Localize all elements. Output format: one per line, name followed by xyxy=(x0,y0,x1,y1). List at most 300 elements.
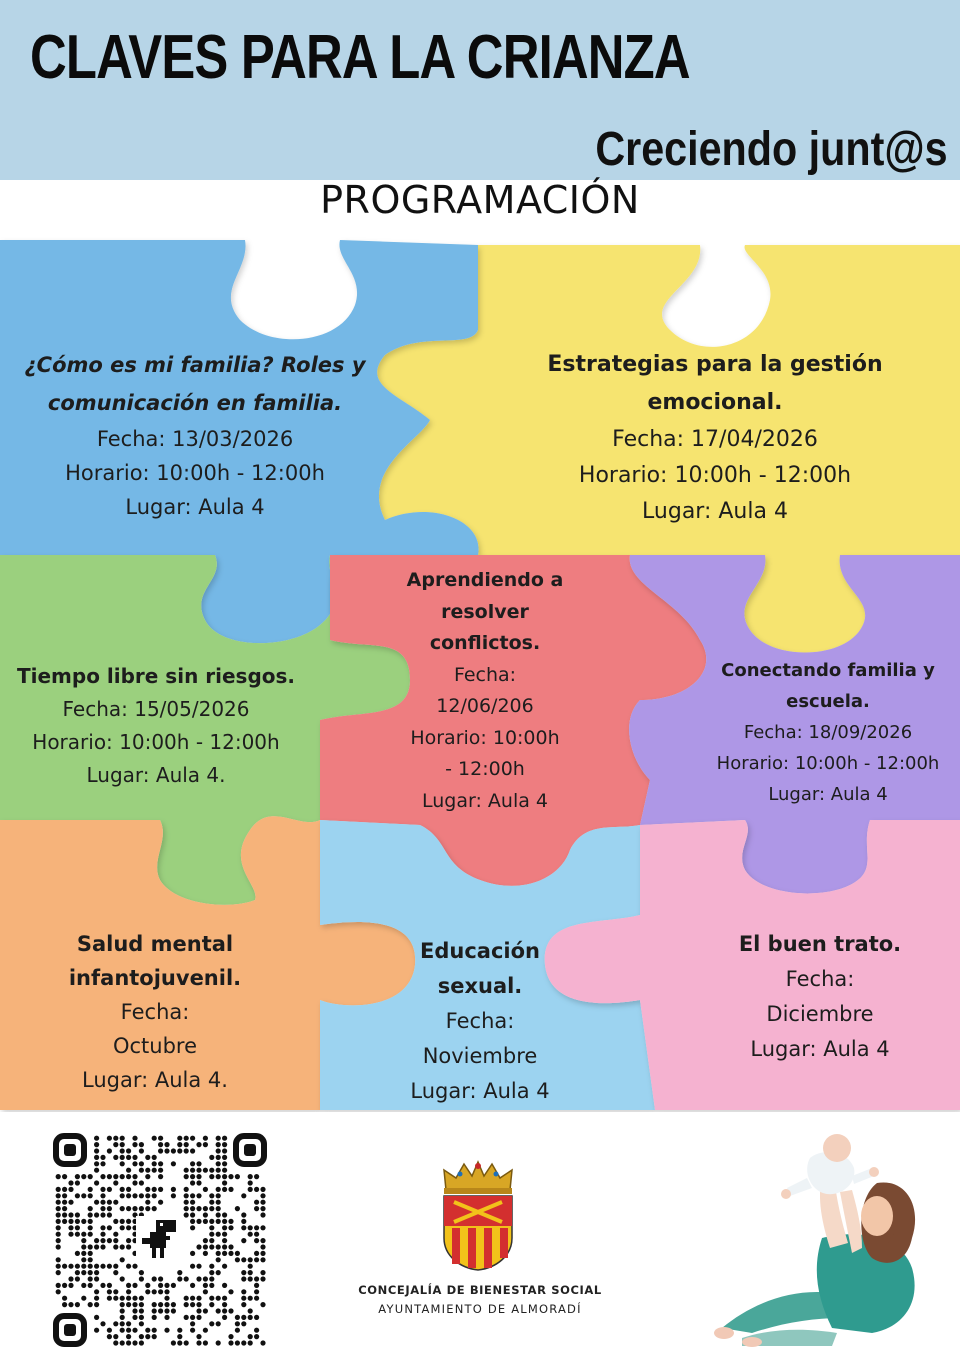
qr-module xyxy=(260,1276,265,1281)
qr-module xyxy=(222,1244,227,1249)
qr-module xyxy=(203,1168,208,1173)
qr-module xyxy=(120,1308,125,1313)
qr-module xyxy=(126,1168,131,1173)
qr-module xyxy=(107,1334,112,1339)
qr-module xyxy=(75,1180,80,1185)
qr-module xyxy=(216,1321,221,1326)
qr-module xyxy=(68,1302,73,1307)
qr-module xyxy=(152,1334,157,1339)
qr-module xyxy=(113,1296,118,1301)
qr-module xyxy=(254,1232,259,1237)
qr-module xyxy=(88,1283,93,1288)
qr-module xyxy=(94,1244,99,1249)
qr-module xyxy=(145,1168,150,1173)
qr-module xyxy=(120,1321,125,1326)
qr-module xyxy=(126,1206,131,1211)
qr-module xyxy=(126,1302,131,1307)
qr-module xyxy=(68,1212,73,1217)
qr-module xyxy=(260,1225,265,1230)
session-date-label: Fecha: xyxy=(785,967,855,991)
qr-module xyxy=(120,1155,125,1160)
qr-module xyxy=(152,1136,157,1141)
qr-module xyxy=(228,1225,233,1230)
qr-module xyxy=(113,1232,118,1237)
qr-module xyxy=(177,1142,182,1147)
qr-module xyxy=(68,1264,73,1269)
qr-module xyxy=(81,1244,86,1249)
qr-module xyxy=(254,1174,259,1179)
qr-module xyxy=(139,1334,144,1339)
qr-module xyxy=(94,1296,99,1301)
qr-module xyxy=(139,1315,144,1320)
qr-module xyxy=(88,1232,93,1237)
session-title: Estrategias para la gestión emocional. xyxy=(547,352,883,415)
qr-module xyxy=(241,1315,246,1320)
qr-module xyxy=(113,1334,118,1339)
qr-module xyxy=(248,1270,253,1275)
qr-module xyxy=(56,1174,61,1179)
qr-module xyxy=(75,1193,80,1198)
qr-module xyxy=(152,1308,157,1313)
qr-module xyxy=(145,1283,150,1288)
qr-module xyxy=(88,1251,93,1256)
qr-module xyxy=(209,1193,214,1198)
qr-module xyxy=(209,1244,214,1249)
qr-module xyxy=(184,1276,189,1281)
qr-module xyxy=(248,1296,253,1301)
qr-module xyxy=(139,1168,144,1173)
qr-module xyxy=(94,1200,99,1205)
qr-module xyxy=(190,1174,195,1179)
qr-module xyxy=(190,1180,195,1185)
qr-module xyxy=(139,1161,144,1166)
qr-module xyxy=(88,1257,93,1262)
qr-module xyxy=(241,1257,246,1262)
qr-module xyxy=(88,1302,93,1307)
organization-name: CONCEJALÍA DE BIENESTAR SOCIAL xyxy=(358,1283,602,1297)
qr-module xyxy=(139,1276,144,1281)
session-place: Lugar: Aula 4 xyxy=(410,1079,550,1103)
qr-module xyxy=(107,1200,112,1205)
qr-module xyxy=(196,1142,201,1147)
qr-module xyxy=(94,1142,99,1147)
qr-module xyxy=(126,1238,131,1243)
qr-module xyxy=(62,1264,67,1269)
session-time: Horario: 10:00h - 12:00h xyxy=(716,753,940,774)
qr-module xyxy=(248,1180,253,1185)
qr-module xyxy=(139,1148,144,1153)
qr-module xyxy=(126,1244,131,1249)
qr-module xyxy=(107,1148,112,1153)
qr-module xyxy=(228,1251,233,1256)
qr-module xyxy=(100,1283,105,1288)
qr-module xyxy=(203,1206,208,1211)
qr-module xyxy=(100,1321,105,1326)
qr-module xyxy=(62,1219,67,1224)
qr-module xyxy=(241,1270,246,1275)
qr-module xyxy=(203,1251,208,1256)
qr-module xyxy=(62,1283,67,1288)
qr-module xyxy=(113,1219,118,1224)
qr-module xyxy=(62,1174,67,1179)
qr-module xyxy=(107,1283,112,1288)
qr-module xyxy=(209,1270,214,1275)
qr-module xyxy=(248,1276,253,1281)
session-time: Horario: 10:00h - 12:00h xyxy=(578,463,852,488)
session-place: Lugar: Aula 4 xyxy=(750,1037,890,1061)
qr-module xyxy=(88,1174,93,1179)
session-title: Educación sexual. xyxy=(420,939,540,998)
qr-module xyxy=(152,1168,157,1173)
qr-module xyxy=(248,1340,253,1345)
session-date-label: Fecha: xyxy=(445,1009,515,1033)
qr-module xyxy=(260,1206,265,1211)
qr-module xyxy=(216,1296,221,1301)
coat-of-arms-icon xyxy=(438,1160,518,1272)
main-title: CLAVES PARA LA CRIANZA xyxy=(30,23,690,92)
qr-module xyxy=(190,1321,195,1326)
qr-module xyxy=(145,1200,150,1205)
qr-module xyxy=(171,1148,176,1153)
qr-module xyxy=(190,1264,195,1269)
qr-module xyxy=(260,1238,265,1243)
qr-module xyxy=(216,1219,221,1224)
qr-module xyxy=(132,1264,137,1269)
qr-module xyxy=(56,1200,61,1205)
qr-module xyxy=(120,1328,125,1333)
qr-module xyxy=(75,1174,80,1179)
qr-module xyxy=(158,1289,163,1294)
qr-module xyxy=(62,1187,67,1192)
qr-module xyxy=(222,1155,227,1160)
qr-module xyxy=(190,1206,195,1211)
qr-module xyxy=(88,1219,93,1224)
qr-module xyxy=(184,1212,189,1217)
qr-module xyxy=(120,1148,125,1153)
qr-module xyxy=(216,1187,221,1192)
section-title: PROGRAMACIÓN xyxy=(320,178,640,222)
qr-module xyxy=(139,1321,144,1326)
qr-module xyxy=(100,1200,105,1205)
qr-module xyxy=(203,1289,208,1294)
qr-module xyxy=(145,1187,150,1192)
qr-module xyxy=(216,1340,221,1345)
qr-module xyxy=(248,1232,253,1237)
qr-module xyxy=(177,1276,182,1281)
qr-module xyxy=(113,1180,118,1185)
qr-module xyxy=(100,1212,105,1217)
qr-module xyxy=(113,1142,118,1147)
qr-module xyxy=(107,1212,112,1217)
qr-module xyxy=(132,1142,137,1147)
qr-module xyxy=(177,1148,182,1153)
qr-module xyxy=(158,1302,163,1307)
qr-module xyxy=(190,1296,195,1301)
qr-module xyxy=(94,1328,99,1333)
qr-module xyxy=(196,1174,201,1179)
qr-module xyxy=(81,1257,86,1262)
qr-module xyxy=(139,1193,144,1198)
qr-module xyxy=(216,1270,221,1275)
qr-module xyxy=(145,1155,150,1160)
qr-module xyxy=(94,1212,99,1217)
qr-module xyxy=(260,1340,265,1345)
qr-module xyxy=(120,1340,125,1345)
qr-module xyxy=(248,1315,253,1320)
qr-module xyxy=(209,1155,214,1160)
qr-module xyxy=(107,1328,112,1333)
qr-module xyxy=(126,1193,131,1198)
qr-module xyxy=(94,1302,99,1307)
qr-module xyxy=(216,1232,221,1237)
qr-module xyxy=(196,1206,201,1211)
qr-module xyxy=(209,1283,214,1288)
qr-module xyxy=(228,1340,233,1345)
qr-module xyxy=(222,1308,227,1313)
qr-module xyxy=(94,1180,99,1185)
qr-module xyxy=(164,1142,169,1147)
qr-module xyxy=(190,1212,195,1217)
qr-module xyxy=(158,1276,163,1281)
qr-module xyxy=(222,1142,227,1147)
qr-module xyxy=(94,1276,99,1281)
qr-module xyxy=(68,1283,73,1288)
qr-module xyxy=(196,1340,201,1345)
qr-module xyxy=(56,1219,61,1224)
qr-module xyxy=(190,1251,195,1256)
qr-module xyxy=(56,1244,61,1249)
qr-module xyxy=(171,1193,176,1198)
qr-module xyxy=(100,1193,105,1198)
qr-module xyxy=(222,1161,227,1166)
qr-module xyxy=(216,1168,221,1173)
qr-module xyxy=(216,1148,221,1153)
qr-module xyxy=(171,1161,176,1166)
qr-module xyxy=(100,1232,105,1237)
qr-module xyxy=(68,1200,73,1205)
qr-module xyxy=(254,1289,259,1294)
qr-module xyxy=(222,1232,227,1237)
qr-module xyxy=(196,1296,201,1301)
session-date: Noviembre xyxy=(422,1044,538,1068)
qr-module xyxy=(177,1270,182,1275)
qr-module xyxy=(100,1264,105,1269)
qr-module xyxy=(81,1219,86,1224)
qr-module xyxy=(228,1334,233,1339)
qr-module xyxy=(260,1251,265,1256)
qr-module xyxy=(94,1136,99,1141)
qr-module xyxy=(126,1321,131,1326)
qr-module xyxy=(203,1219,208,1224)
qr-module xyxy=(88,1264,93,1269)
qr-module xyxy=(216,1174,221,1179)
qr-module xyxy=(260,1257,265,1262)
qr-module xyxy=(164,1315,169,1320)
qr-module xyxy=(62,1206,67,1211)
qr-module xyxy=(184,1193,189,1198)
qr-module xyxy=(158,1168,163,1173)
qr-module xyxy=(126,1289,131,1294)
qr-module xyxy=(94,1264,99,1269)
qr-module xyxy=(81,1193,86,1198)
session-date-label: Fecha: xyxy=(453,663,517,686)
session-card-6 xyxy=(35,927,275,1097)
qr-module xyxy=(260,1302,265,1307)
session-time: Horario: 10:00h - 12:00h xyxy=(65,461,325,485)
qr-module xyxy=(94,1270,99,1275)
qr-module xyxy=(203,1142,208,1147)
qr-module xyxy=(196,1334,201,1339)
qr-module xyxy=(196,1244,201,1249)
qr-module xyxy=(222,1174,227,1179)
qr-module xyxy=(235,1174,240,1179)
qr-module xyxy=(145,1334,150,1339)
qr-module xyxy=(190,1200,195,1205)
session-date: Octubre xyxy=(112,1034,198,1058)
qr-module xyxy=(56,1225,61,1230)
qr-module xyxy=(132,1308,137,1313)
qr-module xyxy=(152,1315,157,1320)
qr-module xyxy=(88,1276,93,1281)
qr-module xyxy=(107,1136,112,1141)
qr-module xyxy=(235,1251,240,1256)
qr-module xyxy=(260,1244,265,1249)
qr-module xyxy=(152,1328,157,1333)
qr-module xyxy=(152,1206,157,1211)
session-time: Horario: 10:00h - 12:00h xyxy=(32,730,280,754)
qr-module xyxy=(254,1328,259,1333)
qr-module xyxy=(260,1200,265,1205)
qr-module xyxy=(88,1270,93,1275)
qr-module xyxy=(139,1180,144,1185)
qr-module xyxy=(139,1296,144,1301)
qr-module xyxy=(216,1308,221,1313)
qr-module xyxy=(88,1187,93,1192)
qr-module xyxy=(241,1289,246,1294)
qr-module xyxy=(132,1302,137,1307)
qr-module xyxy=(113,1155,118,1160)
session-title: Salud mental infantojuvenil. xyxy=(68,932,242,990)
session-date: Diciembre xyxy=(766,1002,874,1026)
qr-module xyxy=(209,1200,214,1205)
qr-module xyxy=(62,1296,67,1301)
qr-module xyxy=(132,1296,137,1301)
qr-module xyxy=(94,1238,99,1243)
qr-module xyxy=(177,1334,182,1339)
qr-module xyxy=(81,1283,86,1288)
qr-module xyxy=(126,1187,131,1192)
qr-module xyxy=(241,1212,246,1217)
qr-module xyxy=(203,1187,208,1192)
qr-module xyxy=(190,1193,195,1198)
qr-module xyxy=(164,1148,169,1153)
qr-module xyxy=(260,1212,265,1217)
qr-module xyxy=(260,1193,265,1198)
subtitle: Creciendo junt@s xyxy=(595,123,948,176)
qr-module xyxy=(81,1296,86,1301)
qr-module xyxy=(158,1142,163,1147)
qr-module xyxy=(216,1251,221,1256)
qr-module xyxy=(126,1334,131,1339)
qr-module xyxy=(254,1257,259,1262)
session-title: Conectando familia y escuela. xyxy=(721,660,935,712)
qr-code-icon[interactable] xyxy=(52,1132,268,1348)
qr-module xyxy=(126,1174,131,1179)
qr-module xyxy=(222,1264,227,1269)
qr-module xyxy=(241,1340,246,1345)
qr-module xyxy=(222,1187,227,1192)
qr-module xyxy=(152,1155,157,1160)
qr-module xyxy=(241,1321,246,1326)
qr-module xyxy=(88,1193,93,1198)
qr-module xyxy=(235,1340,240,1345)
qr-module xyxy=(132,1283,137,1288)
qr-module xyxy=(203,1308,208,1313)
qr-module xyxy=(120,1296,125,1301)
qr-module xyxy=(222,1180,227,1185)
qr-module xyxy=(145,1328,150,1333)
qr-module xyxy=(68,1180,73,1185)
qr-module xyxy=(126,1340,131,1345)
qr-module xyxy=(120,1187,125,1192)
qr-module xyxy=(203,1328,208,1333)
qr-module xyxy=(100,1187,105,1192)
qr-module xyxy=(56,1238,61,1243)
qr-module xyxy=(196,1302,201,1307)
qr-module xyxy=(216,1136,221,1141)
qr-module xyxy=(222,1136,227,1141)
qr-module xyxy=(196,1168,201,1173)
qr-module xyxy=(126,1296,131,1301)
qr-module xyxy=(107,1225,112,1230)
qr-module xyxy=(254,1315,259,1320)
qr-module xyxy=(139,1302,144,1307)
qr-module xyxy=(158,1174,163,1179)
qr-module xyxy=(177,1328,182,1333)
qr-module xyxy=(68,1187,73,1192)
qr-module xyxy=(56,1232,61,1237)
session-title: Aprendiendo a resolver conflictos. xyxy=(406,569,564,654)
qr-module xyxy=(196,1276,201,1281)
qr-module xyxy=(158,1187,163,1192)
session-time-end: - 12:00h xyxy=(445,758,525,780)
qr-module xyxy=(254,1225,259,1230)
qr-module xyxy=(184,1174,189,1179)
qr-module xyxy=(222,1238,227,1243)
qr-module xyxy=(190,1315,195,1320)
qr-module xyxy=(158,1200,163,1205)
session-date: Fecha: 18/09/2026 xyxy=(743,722,913,743)
qr-module xyxy=(216,1161,221,1166)
session-date: Fecha: 15/05/2026 xyxy=(62,697,250,721)
qr-module xyxy=(158,1136,163,1141)
qr-module xyxy=(203,1238,208,1243)
qr-module xyxy=(132,1174,137,1179)
session-card-1 xyxy=(20,346,370,524)
qr-module xyxy=(196,1193,201,1198)
qr-module xyxy=(113,1340,118,1345)
qr-module xyxy=(88,1212,93,1217)
qr-module xyxy=(107,1187,112,1192)
qr-module xyxy=(75,1212,80,1217)
qr-module xyxy=(120,1257,125,1262)
qr-module xyxy=(228,1187,233,1192)
qr-module xyxy=(222,1283,227,1288)
qr-module xyxy=(120,1174,125,1179)
qr-module xyxy=(196,1219,201,1224)
qr-module xyxy=(158,1308,163,1313)
qr-module xyxy=(100,1174,105,1179)
